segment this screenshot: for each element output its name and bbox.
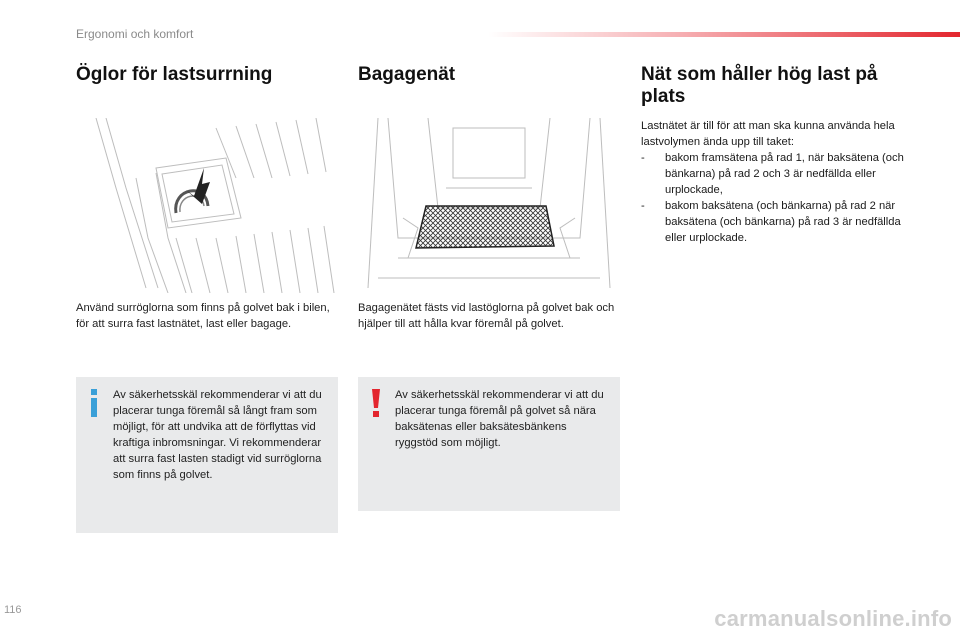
high-load-net-intro: Lastnätet är till för att man ska kunna använda hela lastvolymen ända upp till taket:: [641, 120, 895, 148]
luggage-net-body-text: Bagagenätet fästs vid lastöglorna på golvet bak och hjälper till att hålla kvar föremål på golvet.: [358, 302, 615, 330]
high-load-net-list: [641, 150, 913, 246]
luggage-net-illustration: [358, 118, 620, 293]
list-bullet: -: [641, 200, 645, 212]
lashing-eyes-body-text: Använd surröglorna som finns på golvet bak i bilen, för att surra fast lastnätet, last eller bagage.: [76, 302, 330, 330]
page-number: 116: [4, 604, 22, 616]
list-item: [641, 150, 913, 198]
section-title-lashing-eyes: Öglor för lastsurrning: [76, 64, 273, 85]
list-item-text: bakom framsätena på rad 1, när baksätena (och bänkarna) på rad 2 och 3 är nedfällda eller urplockade,: [665, 152, 904, 196]
warning-icon: [370, 389, 382, 417]
section-header-title: Ergonomi och komfort: [76, 27, 194, 41]
lashing-eye-illustration: [76, 118, 338, 293]
list-bullet: -: [641, 152, 645, 164]
warning-note-text: Av säkerhetsskäl rekommenderar vi att du placerar tunga föremål på golvet så nära baksätenas eller baksätesbänkens ryggstöd som möjligt.: [395, 389, 604, 449]
list-item-text: bakom baksätena (och bänkarna) på rad 2 när baksätena (och bänkarna) på rad 3 är nedfällda eller urplockade.: [665, 200, 901, 244]
column-high-load-net: [641, 64, 913, 244]
section-title-high-load-net: Nät som håller hög last på plats: [641, 64, 878, 107]
column-luggage-net: [358, 64, 620, 449]
section-title-luggage-net: Bagagenät: [358, 64, 456, 85]
warning-note-box: [358, 377, 620, 511]
watermark-link[interactable]: carmanualsonline.info: [714, 606, 952, 631]
info-icon: [88, 389, 100, 417]
list-item: [641, 198, 913, 246]
info-note-box: [76, 377, 338, 533]
info-note-text: Av säkerhetsskäl rekommenderar vi att du placerar tunga föremål så långt fram som möjligt, för att undvika att de förflyttas vid kraftiga inbromsningar. Vi rekommenderar att surra fast lasten stadigt vid surröglorna som finns på golvet.: [113, 389, 322, 481]
header-accent-bar: [488, 32, 960, 37]
column-lashing-eyes: [76, 64, 338, 481]
